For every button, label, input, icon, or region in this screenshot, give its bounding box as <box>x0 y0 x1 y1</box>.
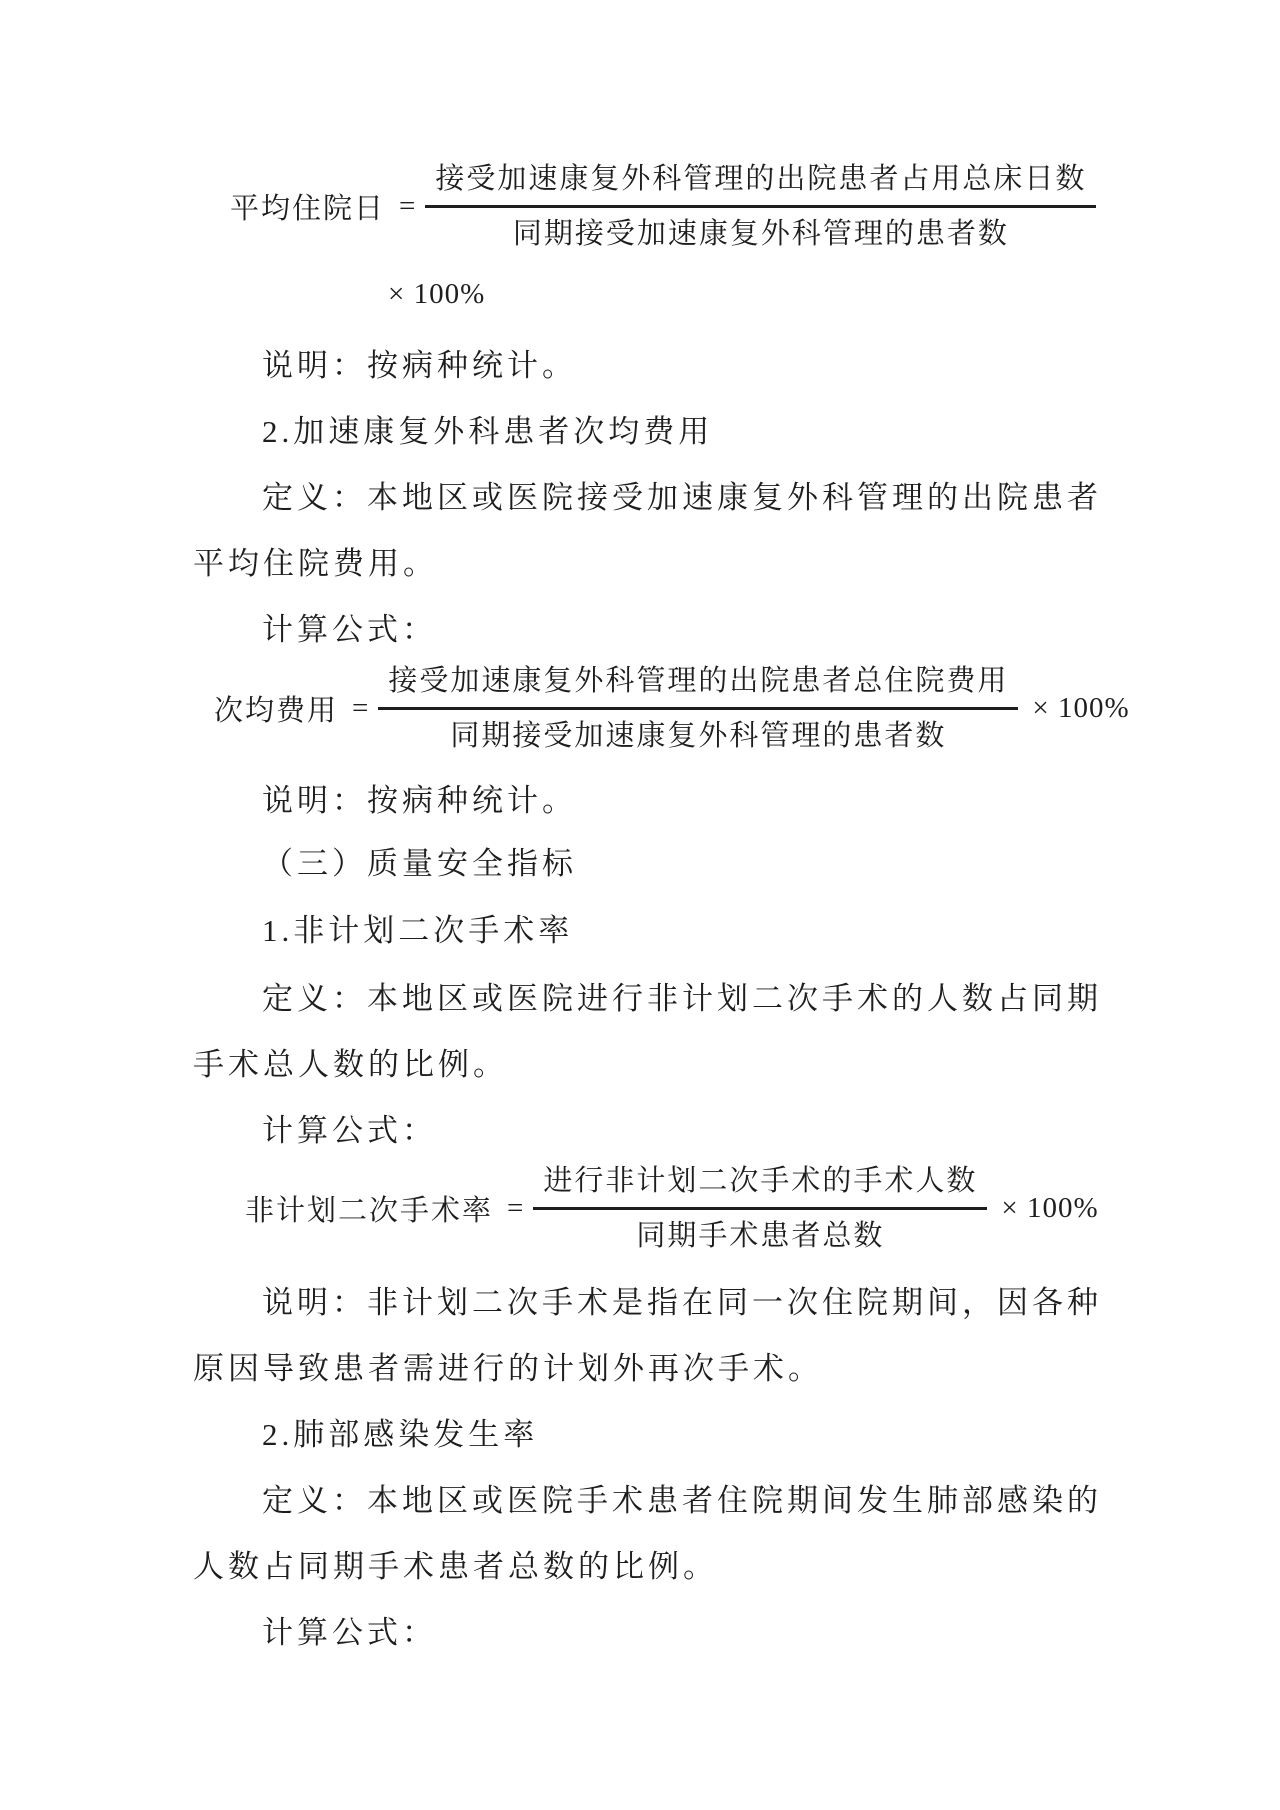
formula-multiplier: × 100% <box>1032 692 1130 724</box>
fraction <box>425 162 1096 251</box>
formula-lhs: 次均费用 <box>214 695 339 727</box>
fraction-denominator: 同期接受加速康复外科管理的患者数 <box>512 218 1009 250</box>
fraction <box>378 664 1018 753</box>
definition-reoperation-line1: 定义：本地区或医院进行非计划二次手术的人数占同期 <box>262 981 1102 1016</box>
formula-multiplier: × 100% <box>388 278 486 310</box>
calc-formula-label-2: 计算公式： <box>262 1113 437 1148</box>
heading-unplanned-reoperation: 1.非计划二次手术率 <box>262 913 574 948</box>
fraction-numerator: 接受加速康复外科管理的出院患者占用总床日数 <box>425 162 1096 208</box>
fraction-numerator: 接受加速康复外科管理的出院患者总住院费用 <box>378 664 1018 710</box>
heading-lung-infection: 2.肺部感染发生率 <box>262 1417 539 1452</box>
formula-multiplier: × 100% <box>1001 1192 1099 1224</box>
note-by-disease-2: 说明：按病种统计。 <box>262 783 577 818</box>
equals-sign: = <box>507 1192 524 1224</box>
definition-avg-cost-line1: 定义：本地区或医院接受加速康复外科管理的出院患者 <box>262 480 1102 515</box>
definition-avg-cost-line2: 平均住院费用。 <box>193 546 438 581</box>
equals-sign: = <box>399 190 416 222</box>
fraction <box>533 1164 987 1253</box>
definition-lung-infection-line2: 人数占同期手术患者总数的比例。 <box>193 1549 718 1584</box>
heading-avg-cost: 2.加速康复外科患者次均费用 <box>262 414 714 449</box>
equals-sign: = <box>352 692 369 724</box>
calc-formula-label-1: 计算公式： <box>262 612 437 647</box>
formula-lhs: 非计划二次手术率 <box>245 1195 494 1227</box>
formula-reoperation-rate <box>245 1164 1099 1253</box>
fraction-denominator: 同期手术患者总数 <box>636 1220 885 1252</box>
definition-reoperation-line2: 手术总人数的比例。 <box>193 1047 508 1082</box>
calc-formula-label-3: 计算公式： <box>262 1615 437 1650</box>
note-reoperation-line2: 原因导致患者需进行的计划外再次手术。 <box>193 1351 823 1386</box>
definition-lung-infection-line1: 定义：本地区或医院手术患者住院期间发生肺部感染的 <box>262 1483 1102 1518</box>
fraction-numerator: 进行非计划二次手术的手术人数 <box>533 1164 987 1210</box>
formula-lhs: 平均住院日 <box>230 193 386 225</box>
note-reoperation-line1: 说明：非计划二次手术是指在同一次住院期间，因各种 <box>262 1285 1102 1320</box>
note-by-disease-1: 说明：按病种统计。 <box>262 348 577 383</box>
formula-avg-cost <box>214 664 1130 753</box>
fraction-denominator: 同期接受加速康复外科管理的患者数 <box>450 720 947 752</box>
formula-avg-length-of-stay <box>230 162 1096 251</box>
section-heading-quality-safety: （三）质量安全指标 <box>262 846 577 881</box>
